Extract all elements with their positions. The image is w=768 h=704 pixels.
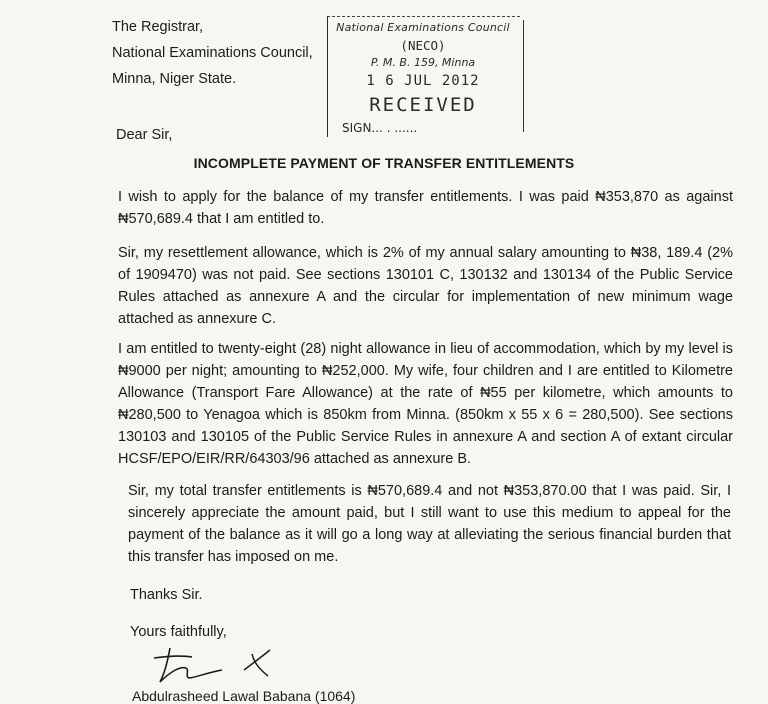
stamp-org: National Examinations Council	[336, 21, 510, 34]
stamp-abbr: (NECO)	[400, 38, 446, 53]
paragraph-1: I wish to apply for the balance of my transfer entitlements. I was paid ₦353,870 as against ₦570,689.4 that I am entitled to.	[118, 189, 733, 227]
address-line-3: Minna, Niger State.	[112, 71, 237, 87]
closing-valediction: Yours faithfully,	[130, 624, 227, 640]
stamp-date: 1 6 JUL 2012	[366, 73, 480, 89]
address-line-1: The Registrar,	[112, 19, 204, 35]
paragraph-3: I am entitled to twenty-eight (28) night allowance in lieu of accommodation, which by my level is ₦9000 per night; amounting to ₦252,000. My wife, four children and I are entitled to Kilometre Allowance (Transport Fare Allowance) at the rate of ₦55 per kilometre, which amounts to ₦280,500 to Yenagoa which is 850km from Minna. (850km x 55 x 6 = 280,500). See sections 130103 and 130105 of the Public Service Rules in annexure A and section A of extant circular HCSF/EPO/EIR/RR/64303/96 attached as annexure B.	[118, 341, 733, 467]
stamp-box: P. M. B. 159, Minna	[370, 56, 476, 69]
received-stamp	[327, 16, 520, 137]
handwritten-signature	[146, 642, 286, 688]
signatory-name: Abdulrasheed Lawal Babana (1064)	[132, 688, 356, 704]
stamp-sign: SIGN... . ......	[342, 121, 418, 135]
salutation: Dear Sir,	[116, 127, 173, 143]
paragraph-4: Sir, my total transfer entitlements is ₦570,689.4 and not ₦353,870.00 that I was paid. Sir, I sincerely appreciate the amount paid, but I still want to use this medium to appeal for the payment of the balance as it will go a long way at alleviating the serious financial burden that this transfer has imposed on me.	[128, 483, 731, 565]
address-line-2: National Examinations Council,	[112, 45, 313, 61]
recipient-address	[112, 14, 313, 92]
letter-subject: INCOMPLETE PAYMENT OF TRANSFER ENTITLEMENTS	[193, 155, 575, 171]
stamp-status: RECEIVED	[369, 94, 477, 116]
paragraph-2: Sir, my resettlement allowance, which is 2% of my annual salary amounting to ₦38, 189.4 (2% of 1909470) was not paid. See sections 130101 C, 130132 and 130134 of the Public Service Rules attached as annexure A and the circular for implementation of new minimum wage attached as annexure C.	[118, 245, 733, 327]
stamp-border-right	[523, 20, 524, 132]
closing-thanks: Thanks Sir.	[130, 587, 203, 603]
